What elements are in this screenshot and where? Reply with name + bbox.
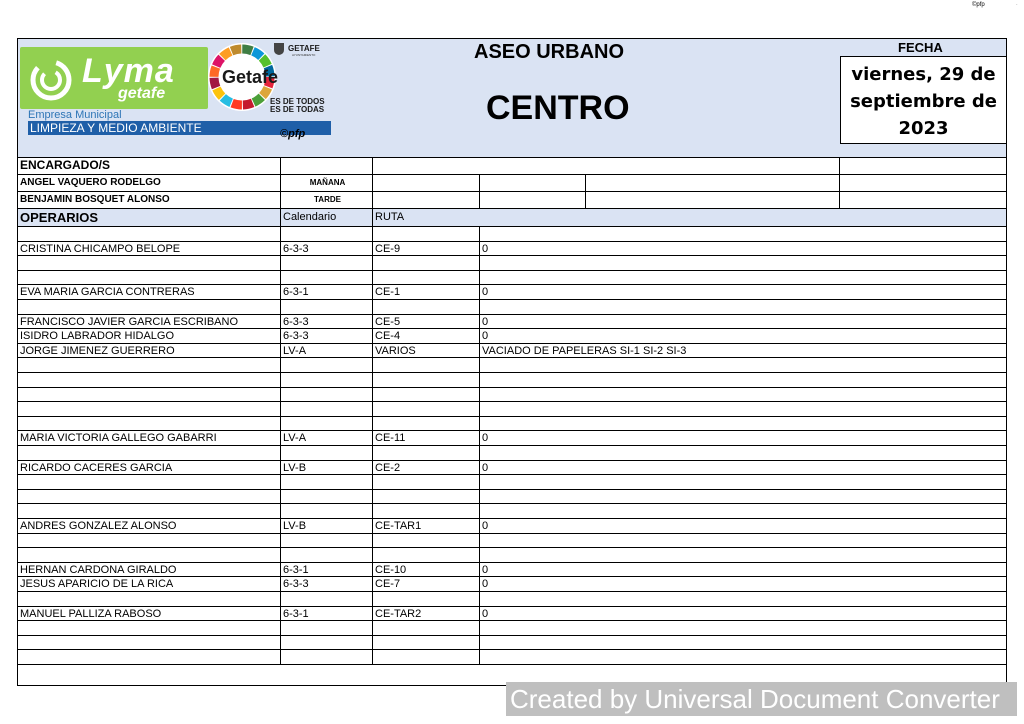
operario-ruta[interactable] [373, 636, 480, 650]
encargado-row [18, 175, 1006, 192]
operario-calendario[interactable] [281, 650, 373, 664]
operario-calendario[interactable] [281, 475, 373, 489]
encargado-turno[interactable]: MAÑANA [281, 175, 373, 191]
operario-name[interactable] [18, 446, 281, 460]
encargados-header-cell[interactable] [281, 158, 373, 174]
converter-watermark: Created by Universal Document Converter [506, 682, 1017, 716]
operario-calendario[interactable] [281, 373, 373, 387]
operario-calendario[interactable]: 6-3-3 [281, 329, 373, 343]
operario-row [18, 563, 1006, 578]
operario-observaciones[interactable] [480, 636, 1006, 650]
operario-calendario[interactable] [281, 256, 373, 270]
operario-calendario[interactable] [281, 358, 373, 372]
operario-ruta[interactable] [373, 490, 480, 504]
operario-calendario[interactable]: LV-B [281, 461, 373, 475]
encargado-cell[interactable] [480, 192, 586, 208]
operario-observaciones[interactable] [480, 256, 1006, 270]
operario-row [18, 592, 1006, 607]
operario-ruta[interactable] [373, 227, 480, 241]
operario-calendario[interactable] [281, 621, 373, 635]
lyma-word: Lyma [82, 52, 175, 90]
pfp-mark: ©pfp [280, 128, 306, 140]
operario-row [18, 329, 1006, 344]
operario-name[interactable] [18, 417, 281, 431]
operario-row [18, 271, 1006, 286]
lyma-sub: getafe [118, 85, 166, 102]
operario-observaciones[interactable] [480, 475, 1006, 489]
operario-row [18, 461, 1006, 476]
lema-line1: ES DE TODOS [270, 97, 325, 106]
operario-ruta[interactable] [373, 402, 480, 416]
operario-row [18, 373, 1006, 388]
encargado-cell[interactable] [373, 175, 480, 191]
operario-ruta[interactable] [373, 534, 480, 548]
operario-name[interactable] [18, 636, 281, 650]
ruta-header: RUTA [375, 211, 405, 223]
operario-calendario[interactable] [281, 417, 373, 431]
operario-ruta[interactable]: CE-11 [373, 431, 480, 445]
fecha-line3: 2023 [898, 118, 949, 139]
operario-row [18, 431, 1006, 446]
operarios-header-row [18, 209, 1006, 227]
operario-observaciones[interactable] [480, 504, 1006, 518]
operario-ruta[interactable] [373, 621, 480, 635]
operario-ruta[interactable]: CE-2 [373, 461, 480, 475]
fecha-value [841, 61, 1006, 142]
operario-row [18, 607, 1006, 622]
operario-name[interactable] [18, 650, 281, 664]
operario-row [18, 621, 1006, 636]
copyright-mark: ©pfp [972, 2, 985, 8]
encargado-name[interactable]: BENJAMIN BOSQUET ALONSO [18, 192, 281, 208]
operario-ruta[interactable] [373, 504, 480, 518]
operario-ruta[interactable] [373, 256, 480, 270]
fecha-label: FECHA [898, 40, 943, 55]
operario-row [18, 242, 1006, 257]
operario-observaciones[interactable] [480, 490, 1006, 504]
encargado-cell[interactable] [586, 175, 840, 191]
operario-calendario[interactable] [281, 446, 373, 460]
operario-ruta[interactable] [373, 358, 480, 372]
operario-row [18, 227, 1006, 242]
operario-name[interactable] [18, 504, 281, 518]
operario-observaciones[interactable] [480, 548, 1006, 562]
operario-observaciones[interactable]: 0 [482, 563, 489, 576]
lyma-swirl-icon [30, 59, 72, 101]
operario-observaciones[interactable]: 0 [482, 607, 489, 620]
fecha-box[interactable] [840, 56, 1007, 144]
operario-row [18, 636, 1006, 651]
operario-name[interactable] [18, 475, 281, 489]
operario-row [18, 475, 1006, 490]
operario-name[interactable] [18, 227, 281, 241]
operario-observaciones[interactable] [480, 358, 1006, 372]
operario-row [18, 315, 1006, 330]
limpieza-banner: LIMPIEZA Y MEDIO AMBIENTE [28, 121, 331, 135]
operario-observaciones[interactable] [480, 534, 1006, 548]
operario-name[interactable]: MANUEL PALLIZA RABOSO [18, 607, 281, 621]
operario-observaciones[interactable]: 0 [482, 330, 489, 343]
lyma-logo [20, 47, 208, 109]
operario-name[interactable]: JESUS APARICIO DE LA RICA [18, 577, 281, 591]
encargado-cell[interactable] [480, 175, 586, 191]
encargado-row [18, 192, 1006, 209]
operario-calendario[interactable]: 6-3-3 [281, 242, 373, 256]
operario-observaciones[interactable] [480, 388, 1006, 402]
operario-name[interactable]: RICARDO CACERES GARCIA [18, 461, 281, 475]
operario-observaciones[interactable]: 0 [482, 461, 489, 474]
operario-observaciones[interactable] [480, 373, 1006, 387]
getafe-shield-icon [273, 42, 285, 56]
operario-row [18, 344, 1006, 359]
fecha-line1: viernes, 29 de [851, 64, 996, 85]
operario-name[interactable] [18, 548, 281, 562]
operario-row [18, 402, 1006, 417]
operario-row [18, 358, 1006, 373]
getafe-logo-word: Getafe [222, 67, 279, 87]
operario-calendario[interactable]: 6-3-1 [281, 563, 373, 577]
operario-ruta[interactable] [373, 548, 480, 562]
operario-ruta[interactable]: CE-7 [373, 577, 480, 591]
encargados-header-cell[interactable] [840, 158, 1006, 174]
operario-name[interactable]: FRANCISCO JAVIER GARCIA ESCRIBANO [18, 315, 281, 329]
empresa-label: Empresa Municipal [28, 109, 122, 121]
operario-row [18, 650, 1006, 665]
operario-row [18, 577, 1006, 592]
operario-name[interactable]: EVA MARIA GARCIA CONTRERAS [18, 285, 281, 299]
operario-ruta[interactable] [373, 650, 480, 664]
operario-calendario[interactable] [281, 504, 373, 518]
operario-row [18, 519, 1006, 534]
operario-observaciones[interactable]: 0 [482, 286, 489, 299]
operario-row [18, 534, 1006, 549]
operario-ruta[interactable]: CE-5 [373, 315, 480, 329]
operario-observaciones[interactable] [480, 227, 1006, 241]
operario-calendario[interactable] [281, 388, 373, 402]
encargado-cell[interactable] [840, 175, 1006, 191]
operario-observaciones[interactable]: VACIADO DE PAPELERAS SI-1 SI-2 SI-3 [482, 344, 687, 357]
operario-calendario[interactable] [281, 636, 373, 650]
operario-calendario[interactable]: LV-A [281, 344, 373, 358]
operario-name[interactable] [18, 373, 281, 387]
operario-name[interactable] [18, 534, 281, 548]
operario-calendario[interactable]: 6-3-3 [281, 577, 373, 591]
operario-name[interactable] [18, 300, 281, 314]
operario-ruta[interactable] [373, 475, 480, 489]
operario-observaciones[interactable]: 0 [482, 432, 489, 445]
operario-observaciones[interactable] [480, 402, 1006, 416]
operario-row [18, 256, 1006, 271]
operario-ruta[interactable]: CE-9 [373, 242, 480, 256]
operario-calendario[interactable] [281, 271, 373, 285]
operario-observaciones[interactable]: 0 [482, 315, 489, 328]
encargados-header-row [18, 158, 1006, 175]
operario-calendario[interactable] [281, 490, 373, 504]
operario-ruta[interactable] [373, 388, 480, 402]
operario-observaciones[interactable]: 0 [482, 242, 489, 255]
encargado-name[interactable]: ANGEL VAQUERO RODELGO [18, 175, 281, 191]
operario-ruta[interactable] [373, 592, 480, 606]
zone-title: CENTRO [486, 89, 630, 127]
operario-row [18, 417, 1006, 432]
operario-ruta[interactable] [373, 446, 480, 460]
operario-ruta[interactable]: CE-4 [373, 329, 480, 343]
operario-name[interactable] [18, 358, 281, 372]
fecha-line2: septiembre de [850, 91, 997, 112]
encargado-cell[interactable] [586, 192, 840, 208]
operario-ruta[interactable]: CE-1 [373, 285, 480, 299]
operario-observaciones[interactable] [480, 592, 1006, 606]
encargados-label: ENCARGADO/S [18, 158, 281, 174]
sheet-header [18, 39, 1006, 158]
operario-name[interactable]: HERNAN CARDONA GIRALDO [18, 563, 281, 577]
document-title: ASEO URBANO [474, 41, 625, 63]
operario-name[interactable] [18, 490, 281, 504]
operario-observaciones[interactable] [480, 621, 1006, 635]
operario-name[interactable]: ISIDRO LABRADOR HIDALGO [18, 329, 281, 343]
operario-row [18, 300, 1006, 315]
operario-calendario[interactable]: 6-3-3 [281, 315, 373, 329]
operario-observaciones[interactable] [480, 417, 1006, 431]
operario-name[interactable] [18, 402, 281, 416]
operario-observaciones[interactable] [480, 271, 1006, 285]
calendario-header: Calendario [281, 209, 373, 226]
operario-ruta[interactable]: CE-TAR1 [373, 519, 480, 533]
operario-observaciones[interactable]: 0 [482, 578, 489, 591]
schedule-sheet [17, 38, 1007, 686]
operario-row [18, 490, 1006, 505]
operario-calendario[interactable]: 6-3-1 [281, 285, 373, 299]
getafe-title: GETAFE [288, 44, 320, 53]
operario-name[interactable]: ANDRES GONZALEZ ALONSO [18, 519, 281, 533]
operario-calendario[interactable] [281, 592, 373, 606]
corner-dot: . [1016, 1, 1018, 7]
operario-observaciones[interactable] [480, 650, 1006, 664]
encargado-cell[interactable] [373, 192, 480, 208]
operario-row [18, 388, 1006, 403]
operario-name[interactable] [18, 271, 281, 285]
operario-calendario[interactable]: LV-B [281, 519, 373, 533]
operario-calendario[interactable]: 6-3-1 [281, 607, 373, 621]
operario-calendario[interactable] [281, 300, 373, 314]
operario-observaciones[interactable] [480, 300, 1006, 314]
operario-ruta[interactable]: CE-10 [373, 563, 480, 577]
operario-calendario[interactable] [281, 534, 373, 548]
operario-ruta[interactable]: CE-TAR2 [373, 607, 480, 621]
operario-name[interactable] [18, 592, 281, 606]
operario-ruta[interactable] [373, 300, 480, 314]
encargados-header-cell[interactable] [373, 158, 840, 174]
operario-name[interactable]: MARIA VICTORIA GALLEGO GABARRI [18, 431, 281, 445]
operario-name[interactable]: JORGE JIMENEZ GUERRERO [18, 344, 281, 358]
operario-ruta[interactable]: VARIOS [373, 344, 480, 358]
operario-row [18, 446, 1006, 461]
operario-name[interactable]: CRISTINA CHICAMPO BELOPE [18, 242, 281, 256]
operarios-label: OPERARIOS [18, 209, 281, 226]
operario-calendario[interactable] [281, 402, 373, 416]
operario-ruta[interactable] [373, 373, 480, 387]
operario-row [18, 548, 1006, 563]
operario-calendario[interactable]: LV-A [281, 431, 373, 445]
getafe-ayuntamiento: AYUNTAMIENTO [292, 53, 316, 57]
encargado-turno[interactable]: TARDE [281, 192, 373, 208]
operario-row [18, 285, 1006, 300]
operario-calendario[interactable] [281, 227, 373, 241]
operario-name[interactable] [18, 256, 281, 270]
operario-ruta[interactable] [373, 271, 480, 285]
operario-row [18, 504, 1006, 519]
operario-observaciones[interactable] [480, 446, 1006, 460]
lema-line2: ES DE TODAS [270, 105, 325, 114]
operario-name[interactable] [18, 621, 281, 635]
operario-calendario[interactable] [281, 548, 373, 562]
operario-observaciones[interactable]: 0 [482, 520, 489, 532]
operario-ruta[interactable] [373, 417, 480, 431]
encargado-cell[interactable] [840, 192, 1006, 208]
operario-name[interactable] [18, 388, 281, 402]
